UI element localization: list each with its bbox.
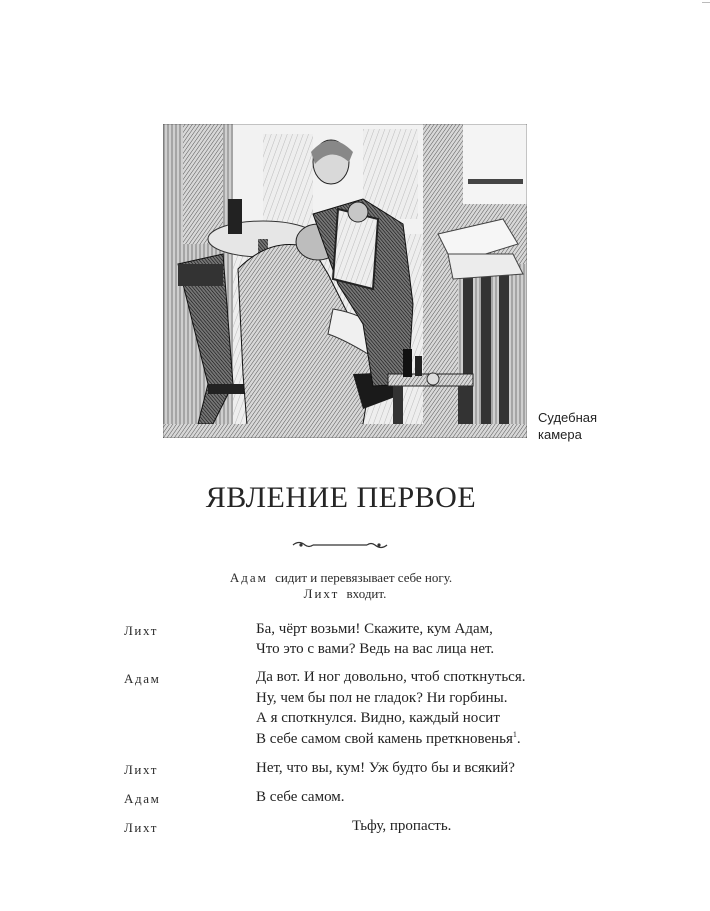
footnote-marker[interactable]: 1 <box>512 730 517 739</box>
corner-mark <box>702 2 710 3</box>
speaker-name: Адам <box>124 671 161 686</box>
dialogue-line: Да вот. И ног довольно, чтоб споткнуться. <box>256 669 526 685</box>
caption-line-1: Судебная <box>538 410 598 425</box>
speaker-name: Лихт <box>124 623 159 638</box>
dialogue-line-text: В себе самом свой камень преткновенья <box>256 731 513 747</box>
stage-direction-text: входит. <box>346 586 387 601</box>
speaker-name: Лихт <box>124 820 159 835</box>
dialogue-line <box>256 730 521 748</box>
stage-direction-name: Лихт <box>303 586 340 601</box>
dialogue-line: Что это с вами? Ведь на вас лица нет. <box>256 641 495 657</box>
dialogue-line: Тьфу, пропасть. <box>352 818 452 834</box>
dialogue-line: Ба, чёрт возьми! Скажите, кум Адам, <box>256 621 493 637</box>
stage-direction-line-1 <box>0 570 682 586</box>
illustration-caption <box>538 409 597 443</box>
dialogue-line: Ну, чем бы пол не гладок? Ни горбины. <box>256 690 508 706</box>
dialogue-line: Нет, что вы, кум! Уж будто бы и всякий? <box>256 760 515 776</box>
speaker-name: Адам <box>124 791 161 806</box>
stage-direction-name: Адам <box>229 570 268 585</box>
dialogue-line: В себе самом. <box>256 789 345 805</box>
dialogue-line: А я споткнулся. Видно, каждый носит <box>256 710 500 726</box>
speaker-name: Лихт <box>124 762 159 777</box>
engraving-illustration <box>163 124 527 438</box>
caption-line-2: камера <box>538 427 582 442</box>
flourish-ornament-icon <box>291 539 389 551</box>
scene-title: ЯВЛЕНИЕ ПЕРВОЕ <box>205 481 477 514</box>
period: . <box>516 731 521 747</box>
stage-direction-text: сидит и перевязывает себе ногу. <box>275 570 453 585</box>
stage-direction-line-2 <box>4 586 686 602</box>
